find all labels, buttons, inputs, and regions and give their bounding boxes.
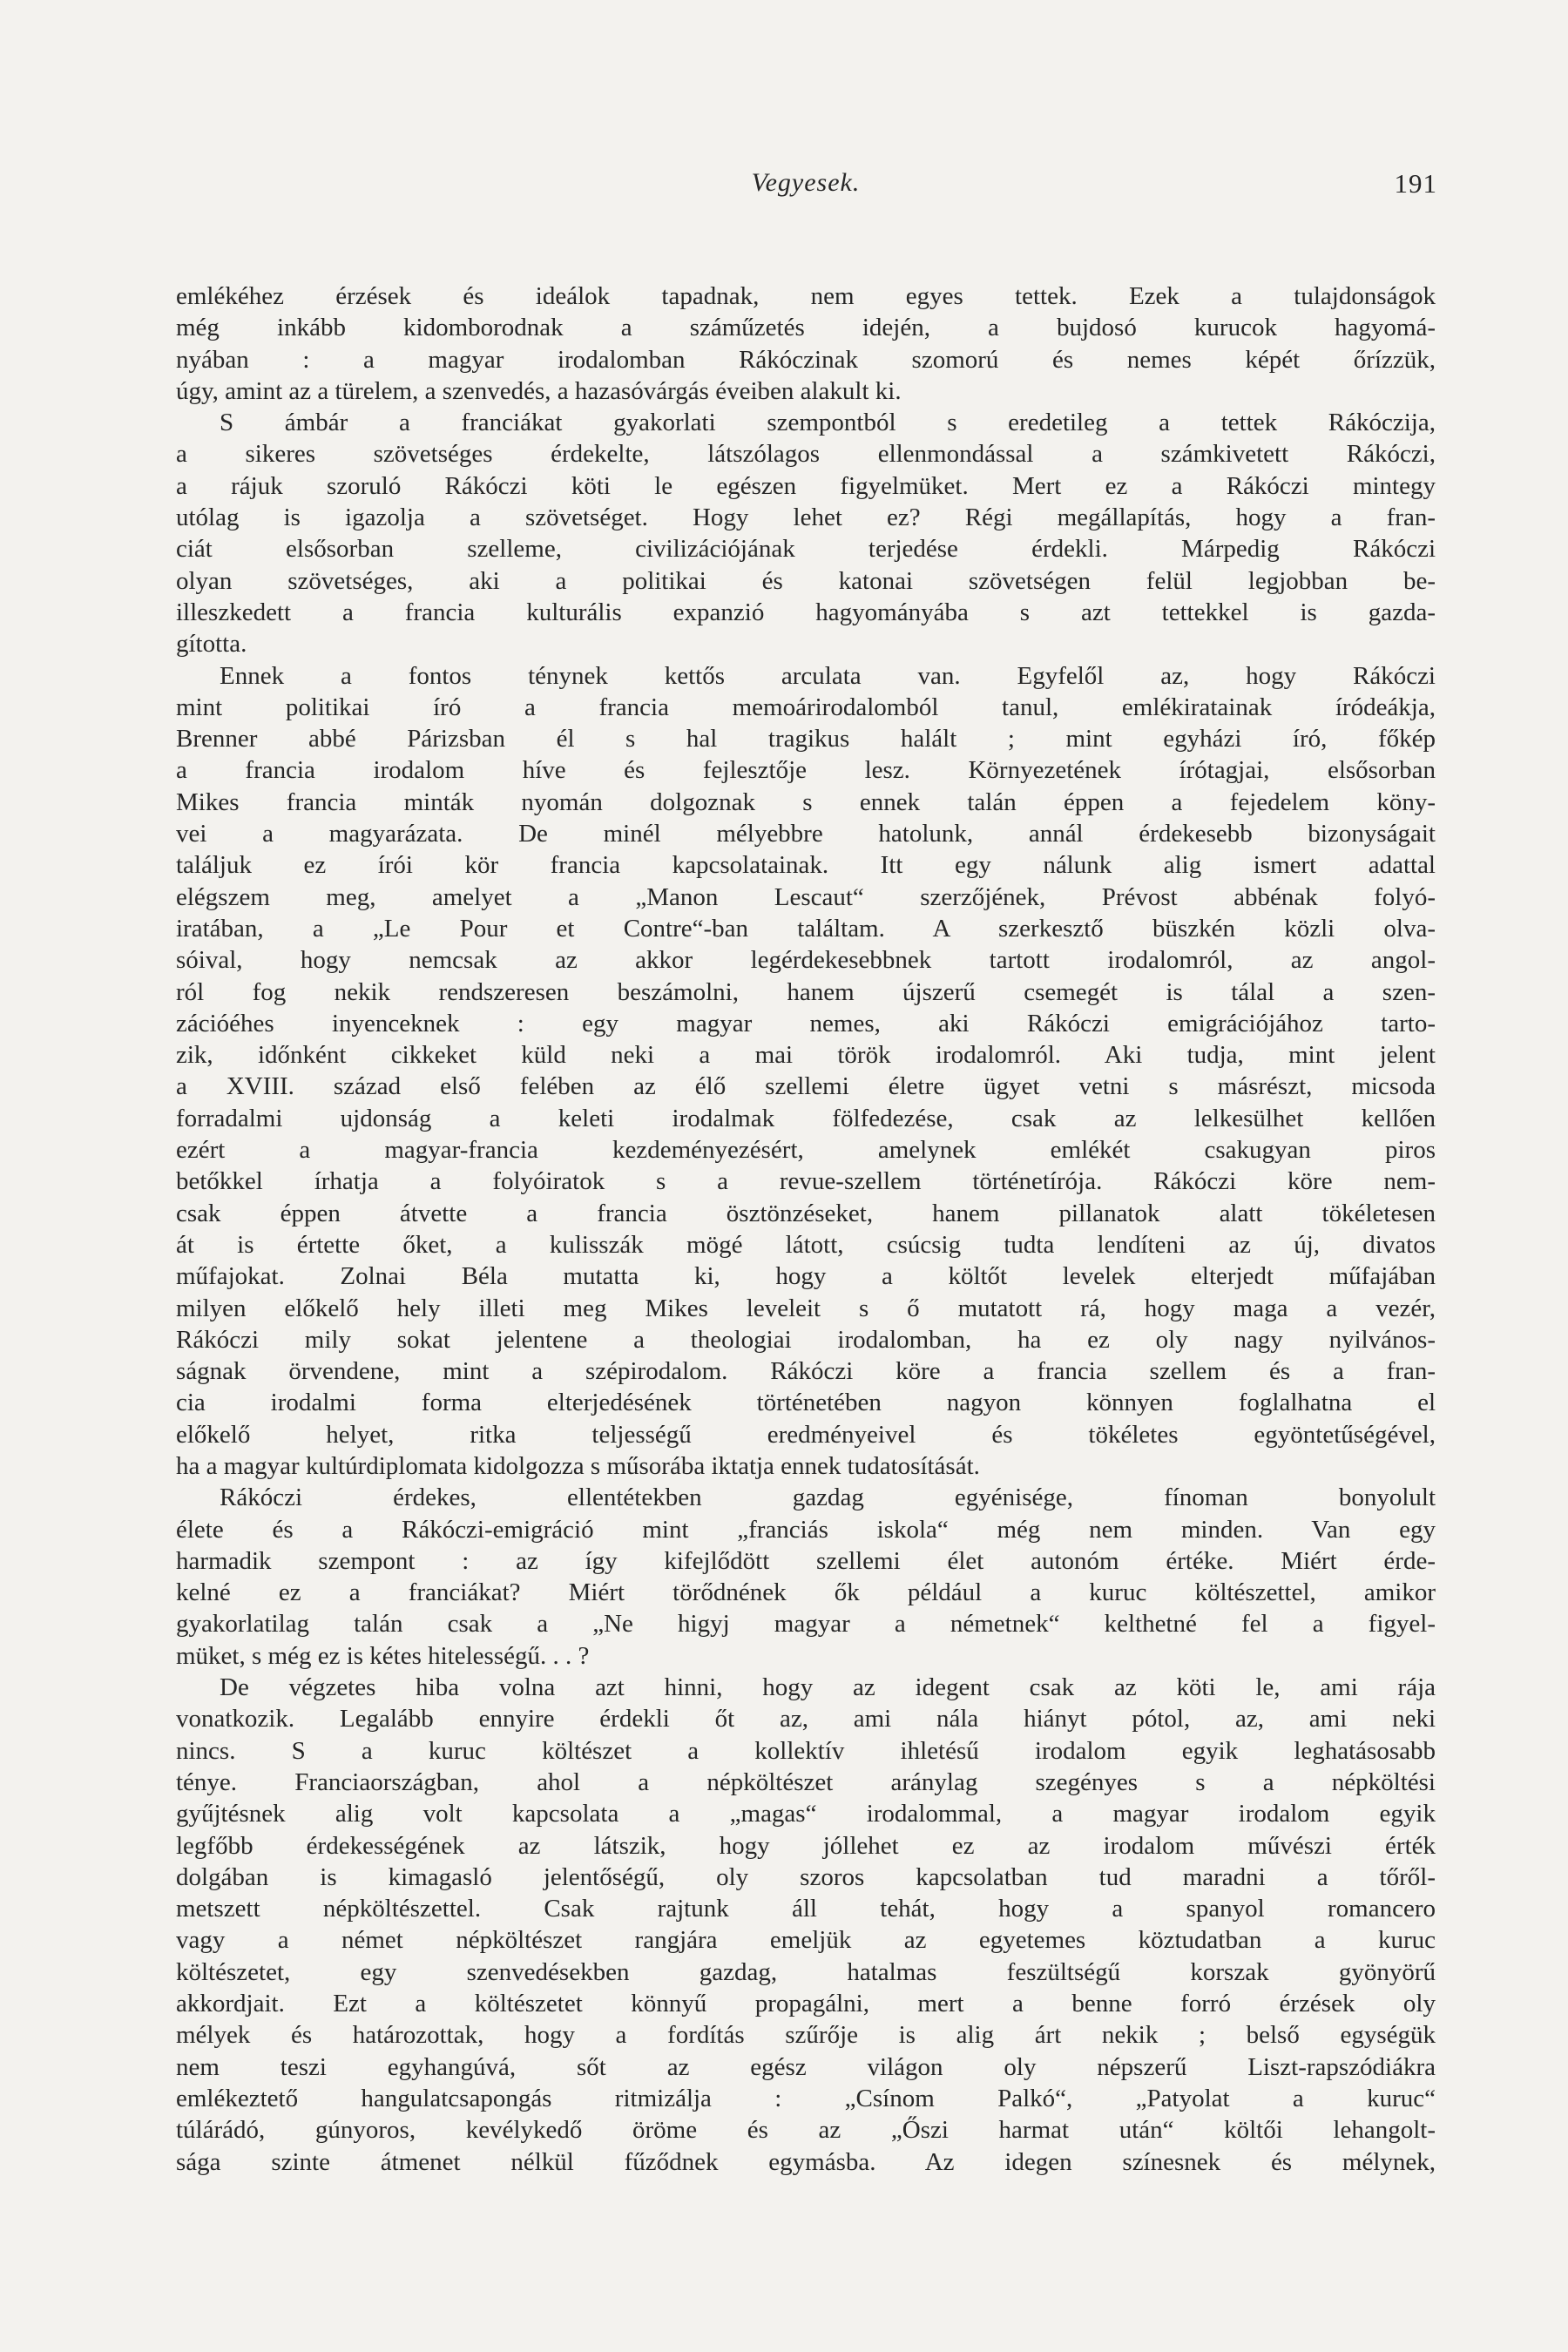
text-line: költészetet, egy szenvedésekben gazdag, hatalmas feszültségű korszak gyönyörű [176, 1957, 1436, 1986]
text-line: a francia irodalom híve és fejlesztője lesz. Környezetének írótagjai, elsősorban [176, 756, 1436, 785]
text-line: gította. [176, 630, 247, 659]
text-line: illeszkedett a francia kulturális expanzió hagyományába s azt tettekkel is gazda- [176, 598, 1436, 626]
page-number: 191 [1394, 168, 1437, 199]
text-line: De végzetes hiba volna azt hinni, hogy az idegent csak az köti le, ami rája [220, 1673, 1436, 1702]
text-line: Mikes francia minták nyomán dolgoznak s ennek talán éppen a fejedelem köny- [176, 787, 1436, 816]
text-line: cia irodalmi forma elterjedésének történetében nagyon könnyen foglalhatna el [176, 1389, 1436, 1417]
text-line: metszett népköltészettel. Csak rajtunk áll tehát, hogy a spanyol romancero [176, 1895, 1436, 1923]
text-line: ezért a magyar-francia kezdeményezésért, amelynek emlékét csakugyan piros [176, 1136, 1436, 1165]
text-line: előkelő helyet, ritka teljességű eredményeivel és tökéletes egyöntetűségével, [176, 1420, 1436, 1449]
text-line: forradalmi ujdonság a keleti irodalmak fölfedezése, csak az lelkesülhet kellően [176, 1104, 1436, 1132]
text-line: müket, s még ez is kétes hitelességű. . . ? [176, 1641, 590, 1670]
text-line: találjuk ez írói kör francia kapcsolatainak. Itt egy nálunk alig ismert adattal [176, 851, 1436, 880]
text-line: csak éppen átvette a francia ösztönzéseket, hanem pillanatok alatt tökéletesen [176, 1199, 1436, 1227]
text-line: túlárádó, gúnyoros, kevélykedő öröme és az „Őszi harmat után“ költői lehangolt- [176, 2116, 1436, 2145]
text-line: műfajokat. Zolnai Béla mutatta ki, hogy a költőt levelek elterjedt műfajában [176, 1262, 1436, 1291]
text-line: kelné ez a franciákat? Miért törődnének ők például a kuruc költészettel, amikor [176, 1578, 1436, 1607]
text-line: ha a magyar kultúrdiplomata kidolgozza s műsorába iktatja ennek tudatosítását. [176, 1451, 980, 1480]
text-line: mélyek és határozottak, hogy a fordítás szűrője is alig árt nekik ; belső egységük [176, 2021, 1436, 2050]
text-line: Rákóczi mily sokat jelentene a theologiai irodalomban, ha ez oly nagy nyilvános- [176, 1325, 1436, 1354]
text-line: ténye. Franciaországban, ahol a népköltészet aránylag szegényes s a népköltési [176, 1767, 1436, 1796]
text-line: Rákóczi érdekes, ellentétekben gazdag egyénisége, fínoman bonyolult [220, 1484, 1436, 1512]
text-line: ciát elsősorban szelleme, civilizációjának terjedése érdekli. Márpedig Rákóczi [176, 535, 1436, 564]
text-line: zációéhes inyenceknek : egy magyar nemes, aki Rákóczi emigrációjához tarto- [176, 1009, 1436, 1037]
page-header [174, 168, 1437, 212]
text-line: betőkkel írhatja a folyóiratok s a revue-szellem történetírója. Rákóczi köre nem- [176, 1167, 1436, 1196]
text-line: ságnak örvendene, mint a szépirodalom. Rákóczi köre a francia szellem és a fran- [176, 1357, 1436, 1386]
text-line: Ennek a fontos ténynek kettős arculata van. Egyfelől az, hogy Rákóczi [220, 661, 1436, 690]
body-text [176, 280, 1436, 2178]
text-line: a sikeres szövetséges érdekelte, látszólagos ellenmondással a számkivetett Rákóczi, [176, 440, 1436, 469]
text-line: nyában : a magyar irodalomban Rákóczinak szomorú és nemes képét őrízzük, [176, 345, 1436, 374]
text-line: olyan szövetséges, aki a politikai és katonai szövetségen felül legjobban be- [176, 566, 1436, 595]
text-line: a rájuk szoruló Rákóczi köti le egészen figyelmüket. Mert ez a Rákóczi mintegy [176, 471, 1436, 500]
text-line: gyakorlatilag talán csak a „Ne higyj magyar a németnek“ kelthetné fel a figyel- [176, 1610, 1436, 1639]
text-line: emlékéhez érzések és ideálok tapadnak, nem egyes tettek. Ezek a tulajdonságok [176, 282, 1436, 310]
text-line: vei a magyarázata. De minél mélyebbre hatolunk, annál érdekesebb bizonyságait [176, 820, 1436, 848]
text-line: át is értette őket, a kulisszák mögé látott, csúcsig tudta lendíteni az új, divatos [176, 1230, 1436, 1259]
text-line: harmadik szempont : az így kifejlődött szellemi élet autonóm értéke. Miért érde- [176, 1546, 1436, 1575]
text-line: emlékeztető hangulatcsapongás ritmizálja : „Csínom Palkó“, „Patyolat a kuruc“ [176, 2084, 1436, 2112]
text-line: iratában, a „Le Pour et Contre“-ban találtam. A szerkesztő büszkén közli olva- [176, 914, 1436, 943]
text-line: milyen előkelő hely illeti meg Mikes leveleit s ő mutatott rá, hogy maga a vezér, [176, 1294, 1436, 1322]
text-line: Brenner abbé Párizsban él s hal tragikus halált ; mint egyházi író, főkép [176, 725, 1436, 754]
text-line: sága szinte átmenet nélkül fűződnek egymásba. Az idegen színesnek és mélynek, [176, 2147, 1436, 2176]
text-line: zik, időnként cikkeket küld neki a mai török irodalomról. Aki tudja, mint jelent [176, 1041, 1436, 1070]
text-line: elégszem meg, amelyet a „Manon Lescaut“ szerzőjének, Prévost abbénak folyó- [176, 882, 1436, 911]
text-line: nincs. S a kuruc költészet a kollektív ihletésű irodalom egyik leghatásosabb [176, 1736, 1436, 1765]
text-line: nem teszi egyhangúvá, sőt az egész világon oly népszerű Liszt-rapszódiákra [176, 2052, 1436, 2081]
text-line: vagy a német népköltészet rangjára emeljük az egyetemes köztudatban a kuruc [176, 1926, 1436, 1955]
text-line: sóival, hogy nemcsak az akkor legérdekesebbnek tartott irodalomról, az angol- [176, 946, 1436, 975]
text-line: ról fog nekik rendszeresen beszámolni, hanem újszerű csemegét is tálal a szen- [176, 977, 1436, 1006]
text-line: mint politikai író a francia memoárirodalomból tanul, emlékiratainak íródeákja, [176, 693, 1436, 721]
text-line: utólag is igazolja a szövetséget. Hogy lehet ez? Régi megállapítás, hogy a fran- [176, 504, 1436, 532]
text-line: S ámbár a franciákat gyakorlati szempontból s eredetileg a tettek Rákóczija, [220, 409, 1436, 437]
text-line: a XVIII. század első felében az élő szellemi életre ügyet vetni s másrészt, micsoda [176, 1072, 1436, 1101]
text-line: még inkább kidomborodnak a száműzetés idején, a bujdosó kurucok hagyomá- [176, 314, 1436, 342]
text-line: gyűjtésnek alig volt kapcsolata a „magas“ irodalommal, a magyar irodalom egyik [176, 1800, 1436, 1828]
running-title: Vegyesek. [751, 168, 861, 197]
text-line: dolgában is kimagasló jelentőségű, oly szoros kapcsolatban tud maradni a tőről- [176, 1862, 1436, 1891]
text-line: úgy, amint az a türelem, a szenvedés, a hazasóvárgás éveiben alakult ki. [176, 376, 902, 405]
text-line: legfőbb érdekességének az látszik, hogy jóllehet ez az irodalom művészi érték [176, 1831, 1436, 1860]
text-line: vonatkozik. Legalább ennyire érdekli őt az, ami nála hiányt pótol, az, ami neki [176, 1705, 1436, 1734]
text-line: élete és a Rákóczi-emigráció mint „franciás iskola“ még nem minden. Van egy [176, 1515, 1436, 1544]
text-line: akkordjait. Ezt a költészetet könnyű propagálni, mert a benne forró érzések oly [176, 1990, 1436, 2018]
